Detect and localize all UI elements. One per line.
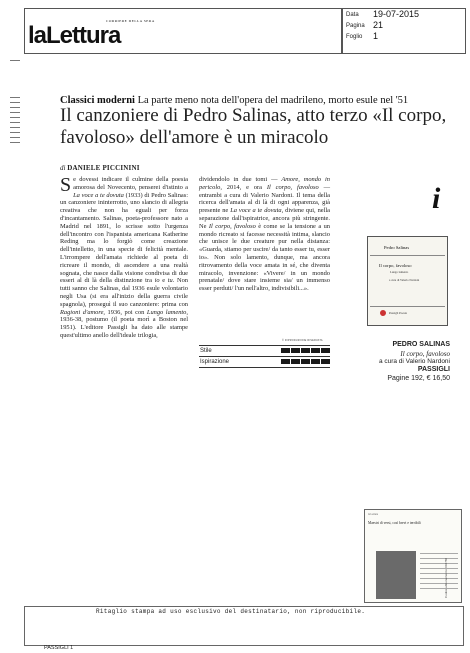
thumbnail-text-line [420,573,458,574]
book-author: PEDRO SALINAS [392,341,450,348]
cover-author: Pedro Salinas [384,245,410,250]
cover-editor: a cura di Valerio Nardoni [389,278,420,282]
margin-tick [10,122,20,123]
column-2-text: dividendolo in due tomi — Amore, mondo in pericolo, 2014, e ora Il corpo, favoloso — entrambi a cura di Valerio Nardoni. Il tema della ricerca dell'amata al di là di ogni apparenza, già presente ne La voce a te dovuta, diviene qui, nella separazione dall'ispiratrice, ancora più stringente. Ne Il corpo, favoloso è come se la tensione a un mondo ricreato si facesse necessità intima, slancio che unisce le due creature pur nella distanza: «Guarda, stiamo per uscire/ da tanto esser tu, esser io». Non solo lamento, dunque, ma ancora ritrovamento della voce amata in sé, che diventa miracolo, invenzione: «Vivere/ in un mondo prenatale/ dove stare insieme sia/ un immenso esser perduti/ l'un nell'altro, indivisibili...». [199,176,331,293]
thumbnail-text-line [420,578,458,579]
rating-bar [291,359,300,364]
cover-rule [370,255,445,256]
footer-publisher: PASSIGLI 1 [44,645,74,651]
margin-tick [10,127,20,128]
margin-tick [10,112,20,113]
margin-tick [10,117,20,118]
meta-value-date: 19-07-2015 [373,9,420,19]
rating-bar [301,359,310,364]
book-pages-price: Pagine 192, € 16,50 [387,375,450,382]
margin-tick [10,102,20,103]
byline-author: DANIELE PICCININI [67,164,140,172]
meta-label-sheet: Foglio [346,34,363,40]
cover-title: Il corpo, favoloso [379,263,412,268]
kicker-text: La parte meno nota dell'opera del madrileno, morto esule nel '51 [137,95,409,106]
thumbnail-photo [376,551,416,599]
drop-cap: S [60,174,72,196]
margin-tick [10,60,20,61]
rating-bar [321,359,330,364]
rating-bar [311,359,320,364]
cover-publisher: Passigli Poesia [389,311,407,315]
margin-tick [10,132,20,133]
rating-divider [199,356,330,357]
thumbnail-text-line [420,588,458,589]
rating-label-inspiration: Ispirazione [200,359,230,365]
footer-note: Ritaglio stampa ad uso esclusivo del destinatario, non riproducibile. [96,608,366,615]
article-column-1 [60,176,188,340]
thumbnail-kicker: la Lettura [368,513,379,516]
rating-bar [291,348,300,353]
cover-subtitle: Lungo lamento [390,270,409,274]
margin-tick [10,142,20,143]
publisher-logo-icon [380,310,386,316]
info-icon: i [432,182,441,215]
book-title: Il corpo, favoloso [400,350,450,358]
book-curator: a cura di Valerio Nardoni [378,358,450,365]
rating-divider [199,367,330,368]
byline-prefix: di [60,164,66,172]
subscription-code: Codice abbonamento: 004786 [444,557,448,598]
rating-bar [281,348,290,353]
meta-value-page: 21 [373,20,384,30]
copyright-note: © RIPRODUZIONE RISERVATA [282,339,323,342]
rating-divider [199,345,330,346]
rating-bar [321,348,330,353]
rating-bar [281,359,290,364]
thumbnail-text-line [420,553,458,554]
brand-logo: laLettura [28,22,121,49]
meta-value-sheet: 1 [373,31,379,41]
thumbnail-text-line [420,563,458,564]
thumbnail-text-line [420,558,458,559]
rating-bar [311,348,320,353]
rating-label-style: Stile [200,348,212,354]
margin-tick [10,97,20,98]
thumbnail-text-line [420,568,458,569]
meta-label-date: Data [346,12,359,18]
book-publisher: PASSIGLI [417,366,450,373]
article-headline: Il canzoniere di Pedro Salinas, atto terzo «Il corpo, favoloso» dell'amore è un miracolo [60,105,447,148]
cover-rule [370,306,445,307]
column-1-text: e dovessi indicare il culmine della poesia amorosa del Novecento, penserei d'istinto a La voce a te dovuta (1933) di Pedro Salinas: un canzoniere ininterrotto, uno slancio di allegria creativa che non ha eguali per forza d'incantamento. Salinas, poeta-professore nato a Madrid nel 1891, lo scrisse sotto l'urgenza dell'incontro con l'ispanista americana Katherine Reding ma lo forgiò come creazione dell'intelletto, in una specie di felicità mentale. L'irrompere dell'amata richiede al poeta di ricreare il mondo, di ascendere a una realtà sognata, che nasce dalla visione condivisa di due esseri al di là della distinzione tra io e tu. Non tutti sanno che Salinas, dal 1936 esule volontario negli Usa (si era all'inizio della guerra civile spagnola), proseguì il suo canzoniere: prima con Ragioni d'amore, 1936, poi con Lungo lamento, 1936-38, postumo (il poeta morì a Boston nel 1951). L'editore Passigli ha dato alle stampe quest'ultimo anello dell'ideale trilogia, [60,176,188,339]
rating-bar [301,348,310,353]
article-byline [60,164,140,172]
article-column-2 [199,176,330,293]
kicker-section: Classici moderni [60,95,135,106]
margin-tick [10,107,20,108]
thumbnail-text-line [420,583,458,584]
meta-label-page: Pagina [346,23,365,29]
thumbnail-headline: Maestri di versi, così brevi e terribili [368,521,421,525]
margin-tick [10,137,20,138]
brand-subtitle: CORRIERE DELLA SERA [106,19,155,23]
